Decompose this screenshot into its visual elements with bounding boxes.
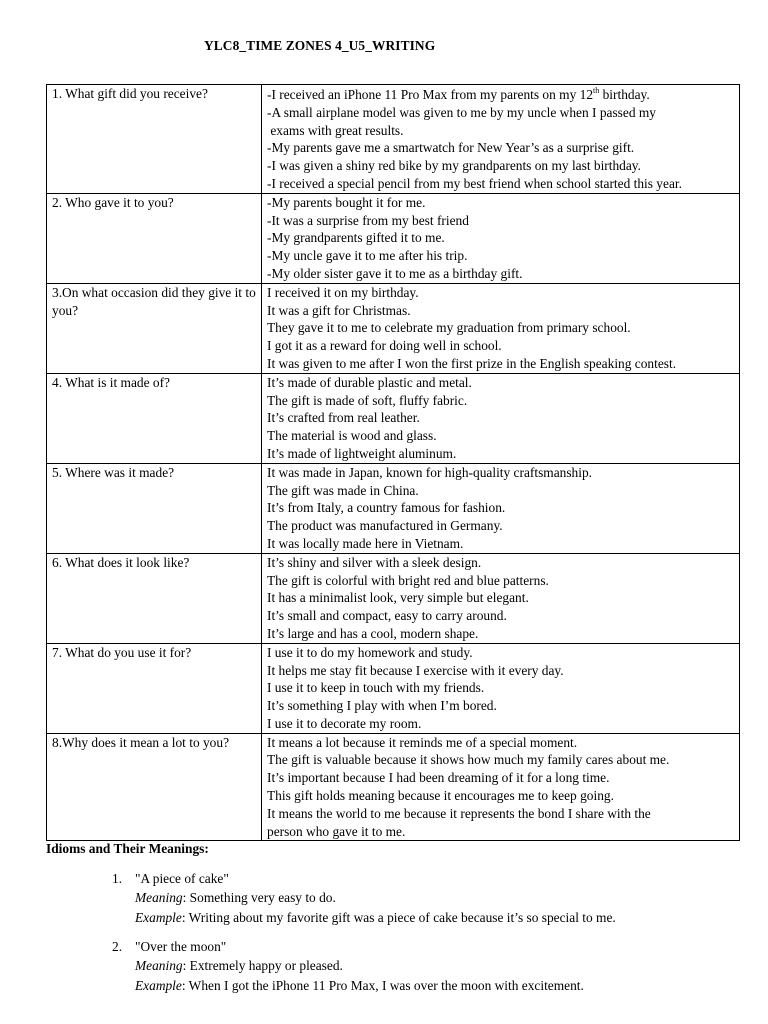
idiom-phrase: "A piece of cake" — [135, 871, 229, 886]
table-row — [47, 643, 740, 733]
meaning-text: : Extremely happy or pleased. — [182, 958, 343, 974]
answer-line: -My older sister gave it to me as a birthday gift. — [267, 265, 523, 281]
answer-line: I got it as a reward for doing well in school. — [267, 338, 502, 354]
answer-line: They gave it to me to celebrate my graduation from primary school. — [267, 320, 631, 336]
question-text: 5. Where was it made? — [52, 464, 175, 480]
example-label: Example — [135, 977, 182, 993]
answer-line: It was made in Japan, known for high-quality craftsmanship. — [267, 464, 593, 480]
answer-line: -I received a special pencil from my best friend when school started this year. — [267, 175, 682, 191]
answer-line: I use it to do my homework and study. — [267, 644, 473, 660]
question-text: 1. What gift did you receive? — [52, 86, 208, 101]
idioms-heading: Idioms and Their Meanings: — [46, 841, 209, 856]
answer-cell — [262, 283, 740, 373]
answer-cell — [262, 733, 740, 841]
question-cell — [47, 283, 262, 373]
meaning-text: : Something very easy to do. — [182, 890, 336, 906]
question-text: 6. What does it look like? — [52, 554, 190, 570]
example-text: : When I got the iPhone 11 Pro Max, I was over the moon with excitement. — [181, 977, 584, 993]
table-row — [47, 373, 740, 463]
page-title: YLC8_TIME ZONES 4_U5_WRITING — [204, 38, 436, 53]
answer-line: It’s crafted from real leather. — [267, 410, 420, 426]
example-text: : Writing about my favorite gift was a piece of cake because it’s so special to me. — [181, 909, 616, 925]
idiom-example — [135, 977, 735, 996]
answer-line: -My grandparents gifted it to me. — [267, 230, 445, 246]
answer-line: exams with great results. — [267, 122, 404, 138]
question-cell — [47, 733, 262, 841]
answer-line: The material is wood and glass. — [267, 428, 437, 444]
idiom-number: 2. — [112, 939, 123, 954]
answer-line: It’s large and has a cool, modern shape. — [267, 625, 479, 641]
answer-text: -I received an iPhone 11 Pro Max from my parents on my 12 — [267, 87, 594, 102]
answer-line: I use it to keep in touch with my friends. — [267, 680, 485, 696]
answer-line: It was locally made here in Vietnam. — [267, 535, 464, 551]
example-label: Example — [135, 909, 182, 925]
answer-line — [267, 85, 738, 104]
meaning-label: Meaning — [135, 958, 183, 974]
answer-cell — [262, 193, 740, 283]
answer-line: person who gave it to me. — [267, 823, 406, 839]
answer-line: -It was a surprise from my best friend — [267, 212, 469, 228]
idiom-body — [135, 938, 735, 996]
answer-cell — [262, 643, 740, 733]
question-cell — [47, 463, 262, 553]
question-cell — [47, 193, 262, 283]
answer-line: It’s made of durable plastic and metal. — [267, 374, 472, 390]
answer-line: The gift is colorful with bright red and blue patterns. — [267, 572, 549, 588]
answer-cell — [262, 553, 740, 643]
answer-cell — [262, 463, 740, 553]
answer-line: -My parents bought it for me. — [267, 194, 426, 210]
question-text: 8.Why does it mean a lot to you? — [52, 734, 230, 750]
answer-line: -My parents gave me a smartwatch for New Year’s as a surprise gift. — [267, 140, 635, 156]
answer-line: It has a minimalist look, very simple but elegant. — [267, 590, 529, 606]
answer-line: I received it on my birthday. — [267, 284, 419, 300]
question-cell — [47, 643, 262, 733]
answer-line: It’s something I play with when I’m bored. — [267, 698, 497, 714]
table-row — [47, 733, 740, 841]
table-row — [47, 463, 740, 553]
answer-line: It means a lot because it reminds me of a special moment. — [267, 734, 578, 750]
answer-line: It’s shiny and silver with a sleek design. — [267, 554, 482, 570]
question-text: 2. Who gave it to you? — [52, 194, 174, 210]
answer-cell — [262, 373, 740, 463]
idiom-number: 1. — [112, 871, 123, 886]
answer-line: The gift is valuable because it shows how much my family cares about me. — [267, 752, 670, 768]
answer-line: The product was manufactured in Germany. — [267, 518, 503, 534]
answer-line: -I was given a shiny red bike by my grandparents on my last birthday. — [267, 158, 641, 174]
question-text: 7. What do you use it for? — [52, 644, 192, 660]
idiom-phrase: "Over the moon" — [135, 939, 227, 954]
question-text: 4. What is it made of? — [52, 374, 171, 390]
question-cell — [47, 373, 262, 463]
qa-table — [46, 84, 740, 841]
answer-text: birthday. — [599, 87, 650, 102]
idiom-body — [135, 870, 735, 928]
idiom-example — [135, 909, 735, 928]
table-row — [47, 85, 740, 194]
table-row — [47, 193, 740, 283]
answer-cell — [262, 85, 740, 194]
answer-line: -A small airplane model was given to me by my uncle when I passed my — [267, 104, 656, 120]
idiom-meaning — [135, 957, 735, 976]
answer-line: It means the world to me because it represents the bond I share with the — [267, 805, 651, 821]
answer-line: It’s small and compact, easy to carry around. — [267, 608, 507, 624]
table-row — [47, 553, 740, 643]
answer-line: This gift holds meaning because it encourages me to keep going. — [267, 788, 614, 804]
idiom-meaning — [135, 889, 735, 908]
answer-line: The gift was made in China. — [267, 482, 419, 498]
question-text: 3.On what occasion did they give it to you? — [52, 284, 256, 318]
answer-line: The gift is made of soft, fluffy fabric. — [267, 392, 468, 408]
answer-line: I use it to decorate my room. — [267, 715, 422, 731]
table-row — [47, 283, 740, 373]
question-cell — [47, 553, 262, 643]
question-cell — [47, 85, 262, 194]
answer-line: It was given to me after I won the first prize in the English speaking contest. — [267, 355, 677, 371]
answer-line: It’s made of lightweight aluminum. — [267, 445, 457, 461]
answer-line: -My uncle gave it to me after his trip. — [267, 248, 468, 264]
meaning-label: Meaning — [135, 890, 183, 906]
answer-line: It was a gift for Christmas. — [267, 302, 411, 318]
answer-line: It’s important because I had been dreaming of it for a long time. — [267, 770, 610, 786]
ordinal-suffix: th — [593, 86, 600, 95]
answer-line: It’s from Italy, a country famous for fashion. — [267, 500, 506, 516]
answer-line: It helps me stay fit because I exercise with it every day. — [267, 662, 564, 678]
